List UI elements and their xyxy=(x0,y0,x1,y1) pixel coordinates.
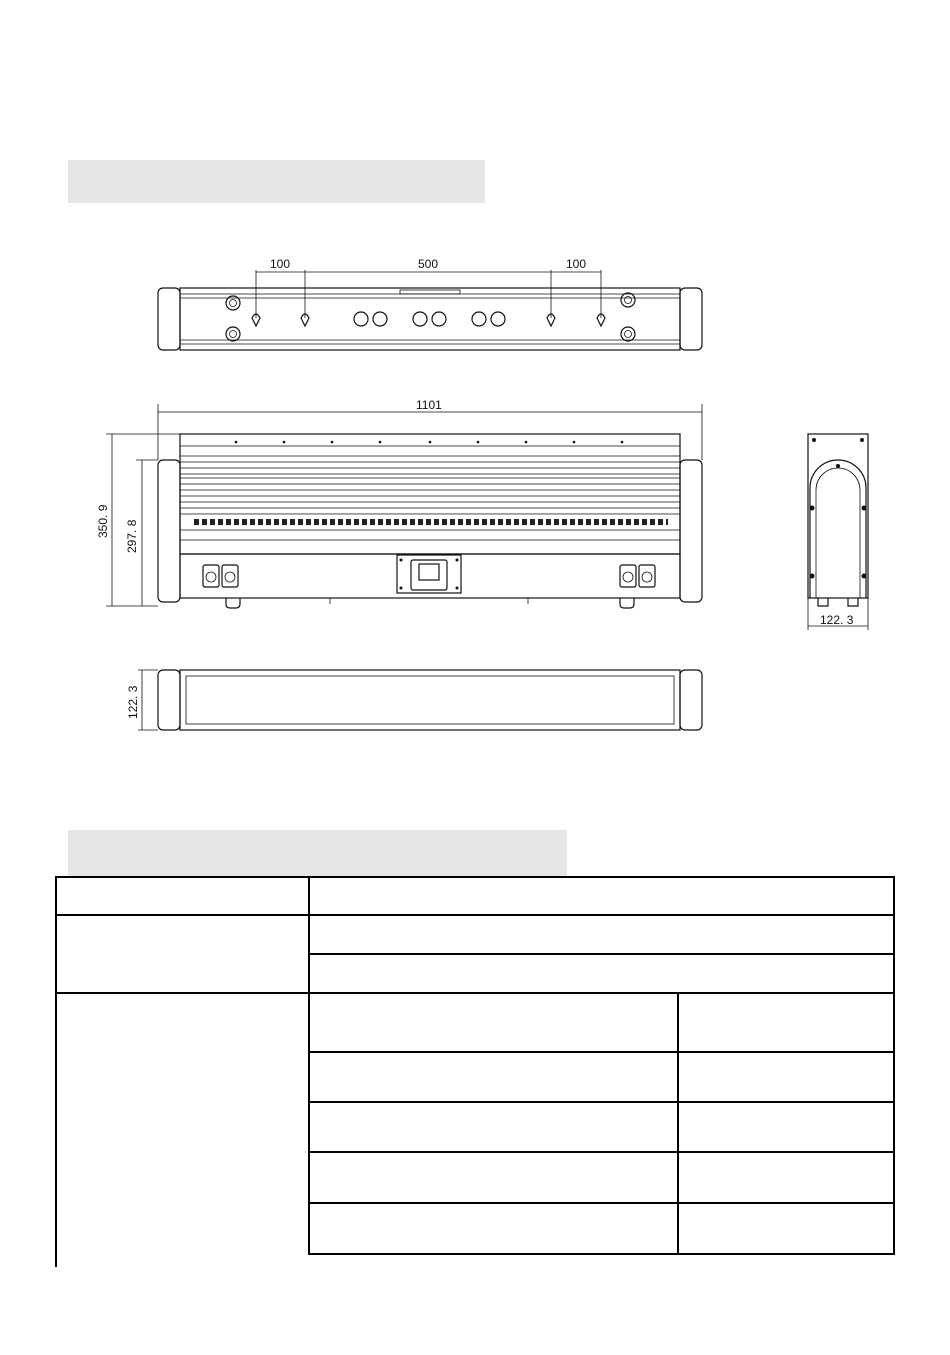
table-cell xyxy=(677,1051,895,1103)
dim-hole-spacing-left: 100 xyxy=(270,257,291,271)
top-view xyxy=(158,270,702,350)
table-cell xyxy=(677,1101,895,1153)
table-cell xyxy=(308,992,679,1053)
table-cell xyxy=(677,992,895,1053)
table-cell xyxy=(55,914,310,994)
bottom-view xyxy=(138,670,702,730)
dim-body-height: 297. 8 xyxy=(125,519,139,553)
dim-side-width: 122. 3 xyxy=(820,613,854,627)
table-cell xyxy=(677,1151,895,1204)
dim-hole-spacing-center: 500 xyxy=(418,257,439,271)
front-view xyxy=(106,404,702,608)
table-cell xyxy=(308,876,895,916)
dim-bottom-depth: 122. 3 xyxy=(126,685,140,719)
dim-overall-height: 350. 9 xyxy=(96,504,110,538)
table-cell xyxy=(55,992,310,1267)
table-cell xyxy=(308,1051,679,1103)
table-cell xyxy=(308,1101,679,1153)
table-cell xyxy=(308,1202,679,1255)
side-view xyxy=(808,434,868,630)
dim-overall-length: 1101 xyxy=(416,398,442,412)
table-cell xyxy=(55,876,310,916)
table-cell xyxy=(308,914,895,955)
table-cell xyxy=(677,1202,895,1255)
dim-hole-spacing-right: 100 xyxy=(566,257,587,271)
table-cell xyxy=(308,953,895,994)
table-cell xyxy=(308,1151,679,1204)
